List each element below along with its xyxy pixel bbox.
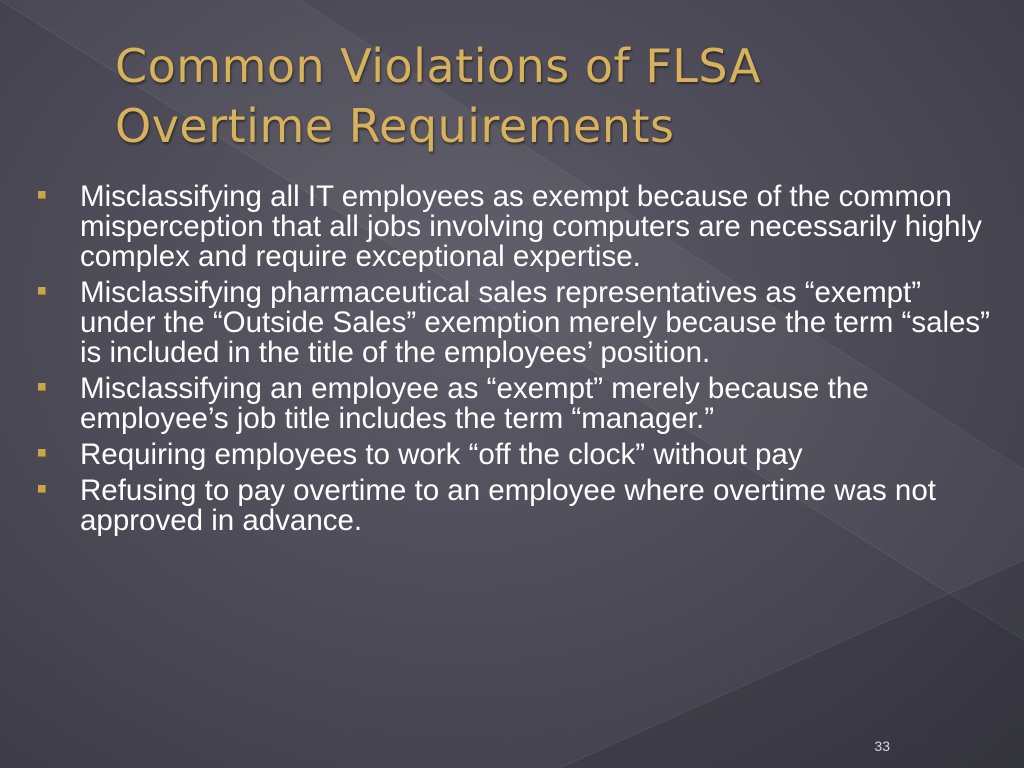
bullet-text: Refusing to pay overtime to an employee where overtime was not approved in advance. [80,474,936,537]
bullet-item [34,182,994,272]
bullet-item [34,278,994,368]
bullet-text: Misclassifying pharmaceutical sales representatives as “exempt” under the “Outside Sales” exemption merely because the term “sales” is included in the title of the employees’ position. [80,276,991,369]
bullet-item [34,440,994,470]
square-bullet-icon [38,449,46,457]
slide-number: 33 [874,738,890,754]
bullet-item [34,374,994,434]
bullet-text: Misclassifying all IT employees as exempt because of the common misperception that all jobs involving computers are necessarily highly complex and require exceptional expertise. [80,180,982,273]
bullet-text: Misclassifying an employee as “exempt” merely because the employee’s job title includes the term “manager.” [80,372,869,435]
bullet-list [34,182,994,542]
slide-title [115,36,975,156]
slide-title-line: Overtime Requirements [115,99,675,153]
slide-title-line: Common Violations of FLSA [115,39,761,93]
bullet-item [34,476,994,536]
square-bullet-icon [38,287,46,295]
bullet-text: Requiring employees to work “off the clock” without pay [80,438,803,471]
square-bullet-icon [38,383,46,391]
square-bullet-icon [38,191,46,199]
square-bullet-icon [38,485,46,493]
